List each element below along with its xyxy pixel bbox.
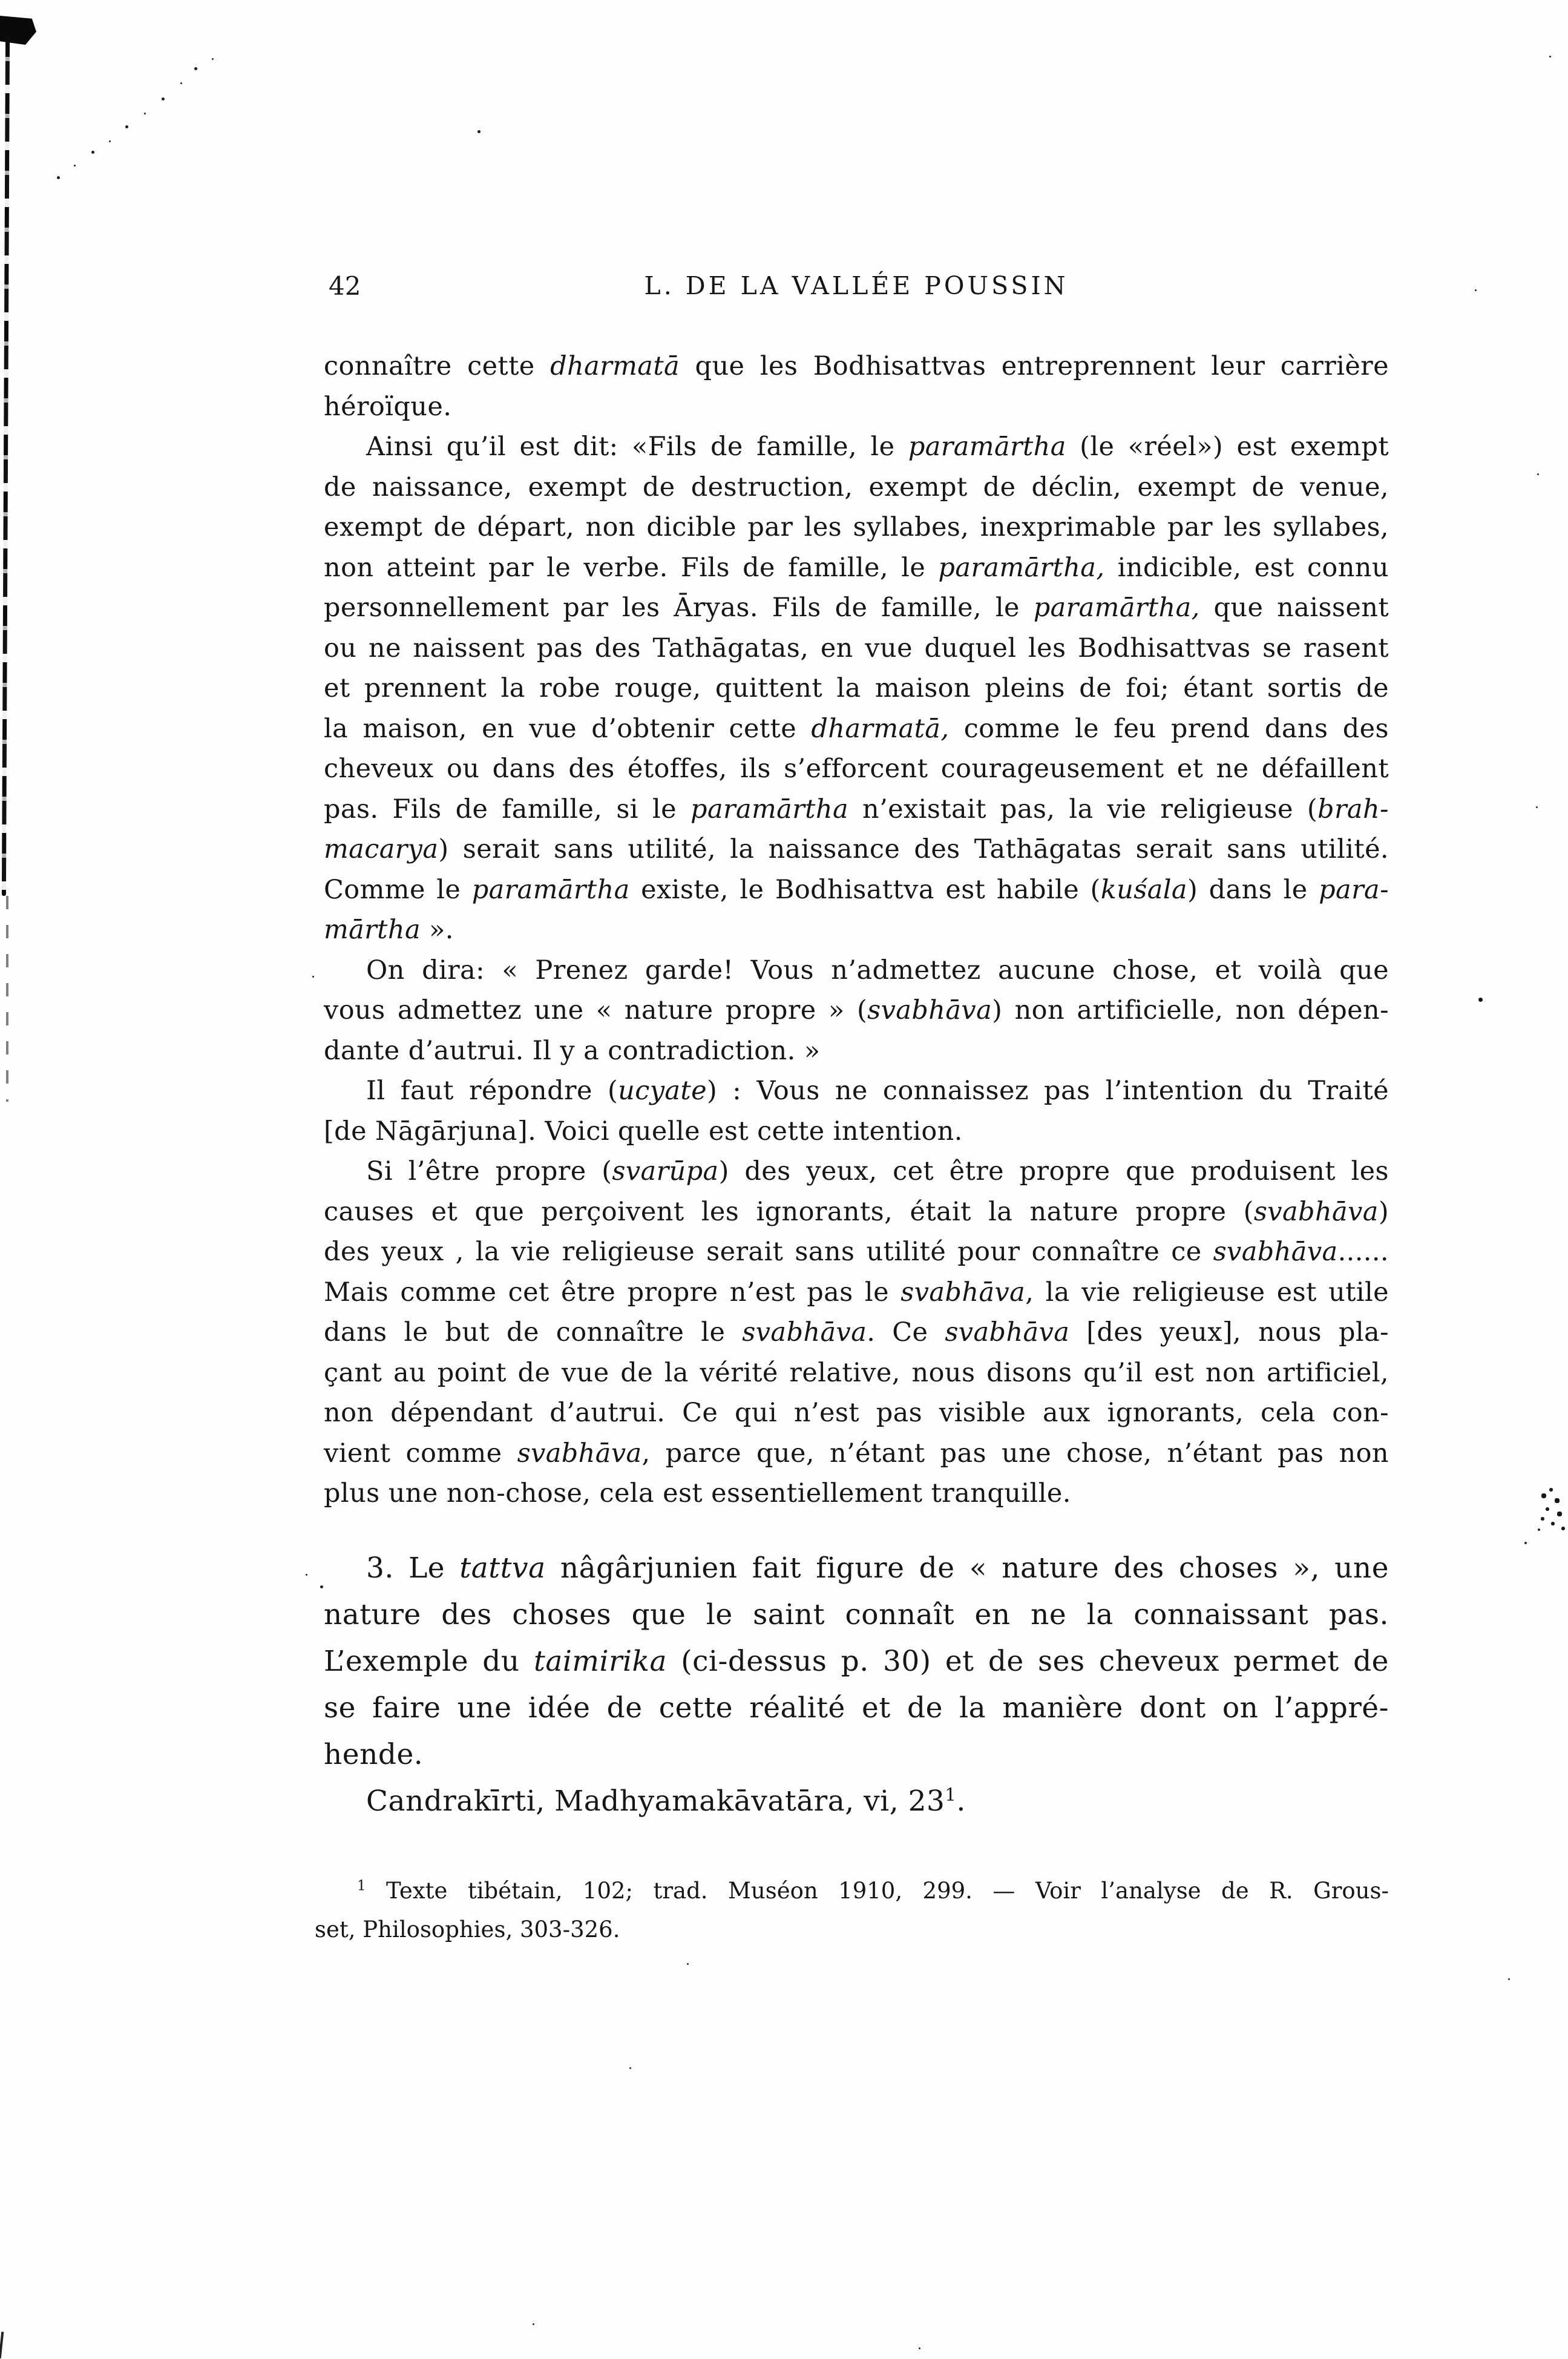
text-segment: (le «réel») est exempt [1066,432,1389,462]
text-segment: personnellement par les Āryas. Fils de famille, le [324,593,1034,623]
text-line [324,1312,1389,1353]
text-line [324,1272,1389,1313]
text-segment: 3. Le [366,1551,460,1585]
ink-smudge [0,0,1,1]
italic-term: svabhāva [517,1438,642,1469]
text-line [324,950,1389,991]
paragraph [324,346,1389,427]
text-segment: de naissance, exempt de destruction, exempt de déclin, exempt de venue, [324,472,1389,502]
text-segment: nâgârjunien fait figure de « nature des choses », une [545,1551,1389,1585]
italic-term: paramārtha, [938,552,1105,583]
text-line [324,1591,1389,1638]
paragraph [315,1872,1389,1949]
text-segment: ) dans le [1187,874,1319,905]
text-segment: des yeux , la vie religieuse serait sans utilité pour connaître ce [324,1237,1213,1267]
italic-term: macarya [324,834,439,864]
paragraph [324,950,1389,1071]
text-segment: et prennent la robe rouge, quittent la maison pleins de foi; étant sortis de [324,673,1389,703]
text-line [324,346,1389,387]
italic-term: para- [1319,874,1389,905]
text-segment: On dira: « Prenez garde! Vous n’admettez aucune chose, et voilà que [366,955,1389,985]
text-segment: . [956,1785,966,1818]
text-line [324,990,1389,1031]
text-segment: Il faut répondre ( [366,1076,618,1106]
footnote-reference: 1 [357,1878,366,1894]
italic-term: dharmatā, [811,713,950,744]
text-segment: nature des choses que le saint connaît en ne la connaissant pas. [324,1598,1389,1631]
text-segment: ou ne naissent pas des Tathāgatas, en vue duquel les Bodhisattvas se rasent [324,633,1389,663]
text-segment: set, Philosophies, 303-326. [315,1916,620,1943]
text-segment: Si l’être propre ( [366,1156,612,1186]
text-line [324,1111,1389,1152]
paragraph [324,1545,1389,1778]
page-header [324,271,1389,304]
text-segment: non dépendant d’autrui. Ce qui n’est pas visible aux ignorants, cela con- [324,1398,1389,1428]
text-line [324,870,1389,910]
text-line [324,668,1389,709]
text-line [324,1638,1389,1685]
text-line [324,1031,1389,1071]
text-segment: causes et que perçoivent les ignorants, était la nature propre ( [324,1196,1254,1227]
text-line [315,1872,1389,1910]
text-segment: [des yeux], nous pla- [1069,1317,1389,1347]
text-segment: connaître cette [324,351,551,381]
text-segment: indicible, est connu [1104,552,1389,583]
italic-term: paramārtha [691,794,848,824]
italic-term: mārtha [324,915,421,945]
text-line [324,1232,1389,1272]
scan-binding-line-artifact [6,896,8,1102]
footnote-reference: 1 [945,1784,957,1805]
text-line [324,1778,1389,1824]
paragraph [324,427,1389,950]
text-segment: ) serait sans utilité, la naissance des Tathāgatas serait sans utilité. [438,834,1389,864]
text-line [324,1151,1389,1192]
italic-term: paramārtha [908,432,1066,462]
italic-term: svabhāva [867,995,992,1025]
italic-term: svabhāva [742,1317,867,1347]
text-segment: existe, le Bodhisattva est habile ( [629,874,1101,905]
text-segment: n’existait pas, la vie religieuse ( [848,794,1318,824]
paragraph [324,1071,1389,1151]
italic-term: dharmatā [550,351,680,381]
italic-term: svabhāva [900,1277,1026,1308]
text-line [324,1353,1389,1393]
italic-term: svabhāva [945,1317,1070,1347]
text-segment: vous admettez une « nature propre » ( [324,995,868,1025]
text-segment: ...... [1337,1237,1389,1267]
text-segment: Ainsi qu’il est dit: «Fils de famille, le [366,432,908,462]
text-segment: que les Bodhisattvas entreprennent leur carrière [680,351,1389,381]
text-line [315,1910,1389,1949]
text-segment: ) : Vous ne connaissez pas l’intention du Traité [706,1076,1389,1106]
text-line [324,467,1389,508]
text-segment: çant au point de vue de la vérité relative, nous disons qu’il est non artificiel, [324,1357,1389,1388]
text-segment: Comme le [324,874,472,905]
text-line [324,709,1389,749]
text-segment: se faire une idée de cette réalité et de la manière dont on l’appré- [324,1691,1389,1725]
text-segment: . Ce [867,1317,945,1347]
text-segment: dans le but de connaître le [324,1317,743,1347]
text-segment: ) non artificielle, non dépen- [992,995,1389,1025]
italic-term: ucyate [618,1076,707,1106]
text-segment: hende. [324,1738,424,1771]
text-line [324,1685,1389,1731]
text-segment: non atteint par le verbe. Fils de famille, le [324,552,939,583]
text-segment: la maison, en vue d’obtenir cette [324,713,812,744]
text-segment: exempt de départ, non dicible par les syllabes, inexprimable par les syllabes, [324,512,1389,542]
italic-term: paramārtha, [1033,593,1200,623]
text-segment: plus une non-chose, cela est essentiellement tranquille. [324,1478,1071,1509]
text-segment: ) des yeux, cet être propre que produisent les [718,1156,1389,1186]
text-line [324,507,1389,548]
italic-term: svabhāva [1213,1237,1338,1267]
text-segment: comme le feu prend dans des [949,713,1389,744]
text-segment: ». [420,915,454,945]
text-segment: , la vie religieuse est utile [1025,1277,1389,1308]
text-segment: vient comme [324,1438,517,1469]
scan-edge-tick-artifact [0,2332,4,2358]
scan-binding-line-artifact [2,36,10,896]
text-line [324,1473,1389,1514]
text-line [324,789,1389,830]
italic-term: tattva [459,1551,546,1585]
text-segment: Mais comme cet être propre n’est pas le [324,1277,901,1308]
italic-term: svarūpa [612,1156,719,1186]
text-line [324,1192,1389,1232]
text-segment: (ci-dessus p. 30) et de ses cheveux permet de [666,1645,1389,1678]
text-line [324,1433,1389,1474]
text-line [324,588,1389,628]
text-segment: héroïque. [324,391,452,422]
paragraph [324,1151,1389,1514]
text-line [324,1071,1389,1111]
text-line [324,1731,1389,1778]
italic-term: taimirika [533,1645,667,1678]
text-line [324,1393,1389,1433]
text-segment: cheveux ou dans des étoffes, ils s’efforcent courageusement et ne défaillent [324,754,1389,784]
text-line [324,628,1389,669]
italic-term: svabhāva [1253,1196,1379,1227]
text-line [324,910,1389,950]
text-line [324,548,1389,588]
text-segment: ) [1378,1196,1389,1227]
italic-term: kuśala [1100,874,1187,905]
text-line [324,1545,1389,1591]
text-line [324,387,1389,427]
text-line [324,829,1389,870]
text-segment: , parce que, n’étant pas une chose, n’étant pas non [641,1438,1389,1469]
text-segment: que naissent [1199,593,1389,623]
footnote [315,1872,1389,1949]
text-line [324,427,1389,467]
text-line [324,749,1389,789]
text-segment: L’exemple du [324,1645,534,1678]
italic-term: paramārtha [471,874,630,905]
paragraph [324,1778,1389,1824]
text-segment: Texte tibétain, 102; trad. Muséon 1910, 299. — Voir l’analyse de R. Grous- [366,1878,1389,1904]
body-text [324,346,1389,1514]
text-segment: [de Nāgārjuna]. Voici quelle est cette intention. [324,1116,963,1147]
text-segment: Candrakīrti, Madhyamakāvatāra, vi, 23 [366,1785,945,1818]
text-segment: dante d’autrui. Il y a contradiction. » [324,1035,821,1066]
running-header: L. DE LA VALLÉE POUSSIN [644,271,1069,300]
italic-term: brah- [1317,794,1389,824]
section-3-text [324,1545,1389,1824]
text-segment: pas. Fils de famille, si le [324,794,691,824]
page-number: 42 [329,271,361,301]
